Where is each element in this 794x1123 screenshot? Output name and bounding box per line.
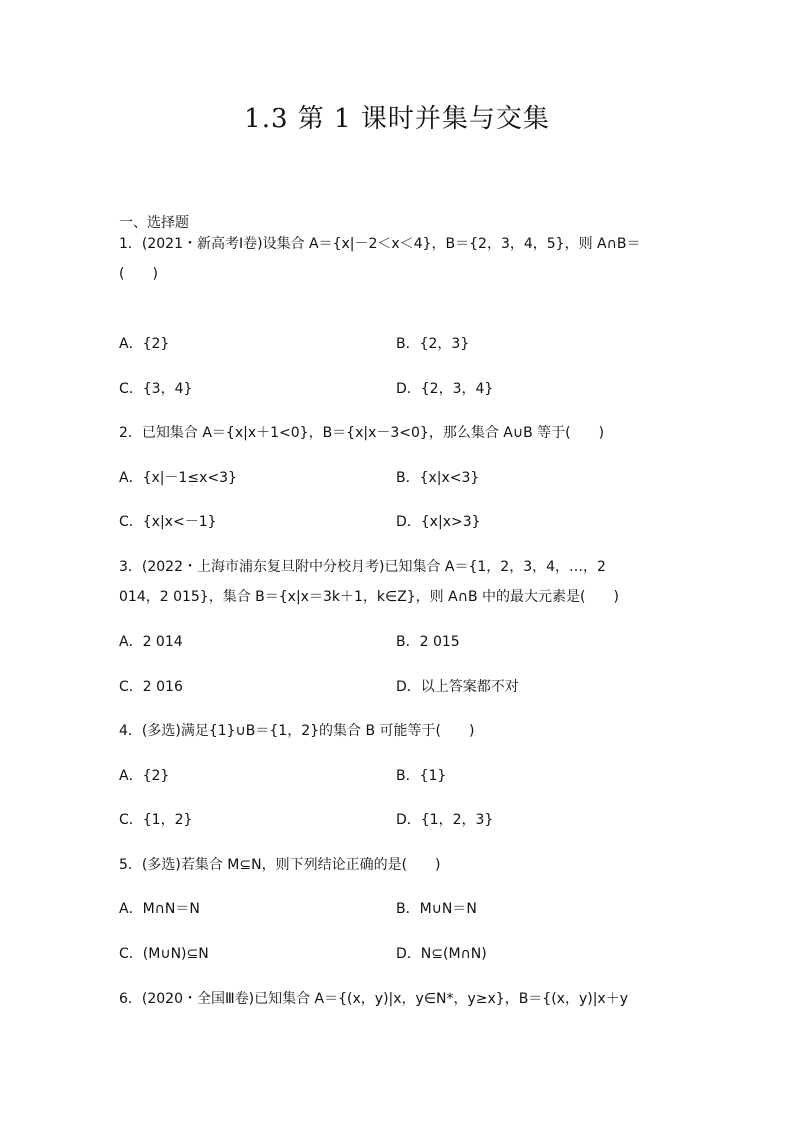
question-1-option-a: A．{2} xyxy=(119,336,170,352)
question-1-text-cont: ( ) xyxy=(119,266,158,282)
page-title: 1.3 第 1 课时并集与交集 xyxy=(244,104,550,134)
question-2-option-b: B．{x|x<3} xyxy=(396,470,480,486)
question-3-option-b: B．2 015 xyxy=(396,634,460,650)
question-5-option-b: B．M∪N＝N xyxy=(396,901,477,917)
question-5-text: 5．(多选)若集合 M⊆N，则下列结论正确的是( ) xyxy=(119,857,441,873)
question-2-option-d: D．{x|x>3} xyxy=(396,514,481,530)
question-1-text: 1．(2021・新高考Ⅰ卷)设集合 A＝{x|－2＜x＜4}，B＝{2，3，4，5}，则 A∩B＝ xyxy=(119,236,641,252)
question-5-option-d: D．N⊆(M∩N) xyxy=(396,946,487,962)
question-3-text: 3．(2022・上海市浦东复旦附中分校月考)已知集合 A＝{1，2，3，4，…，2 xyxy=(119,559,606,575)
question-5-option-a: A．M∩N＝N xyxy=(119,901,200,917)
question-2-option-c: C．{x|x<－1} xyxy=(119,514,217,530)
question-3-option-d: D．以上答案都不对 xyxy=(396,679,519,695)
section-heading: 一、选择题 xyxy=(119,215,189,231)
question-2-option-a: A．{x|－1≤x<3} xyxy=(119,470,237,486)
question-5-option-c: C．(M∪N)⊆N xyxy=(119,946,209,962)
question-6-text: 6．(2020・全国Ⅲ卷)已知集合 A＝{(x，y)|x，y∈N*，y≥x}，B＝{(x，y)|x＋y xyxy=(119,991,628,1007)
question-3-option-a: A．2 014 xyxy=(119,634,183,650)
question-1-option-d: D．{2，3，4} xyxy=(396,381,494,397)
question-4-option-d: D．{1，2，3} xyxy=(396,812,494,828)
question-3-text-cont: 014，2 015}，集合 B＝{x|x＝3k＋1，k∈Z}，则 A∩B 中的最大元素是( ) xyxy=(119,589,619,605)
question-1-option-c: C．{3，4} xyxy=(119,381,193,397)
question-1-option-b: B．{2，3} xyxy=(396,336,470,352)
question-4-option-c: C．{1，2} xyxy=(119,812,193,828)
question-4-option-b: B．{1} xyxy=(396,768,447,784)
question-4-text: 4．(多选)满足{1}∪B＝{1，2}的集合 B 可能等于( ) xyxy=(119,723,475,739)
question-4-option-a: A．{2} xyxy=(119,768,170,784)
question-2-text: 2．已知集合 A＝{x|x＋1<0}，B＝{x|x－3<0}，那么集合 A∪B 等于( ) xyxy=(119,425,605,441)
question-3-option-c: C．2 016 xyxy=(119,679,183,695)
